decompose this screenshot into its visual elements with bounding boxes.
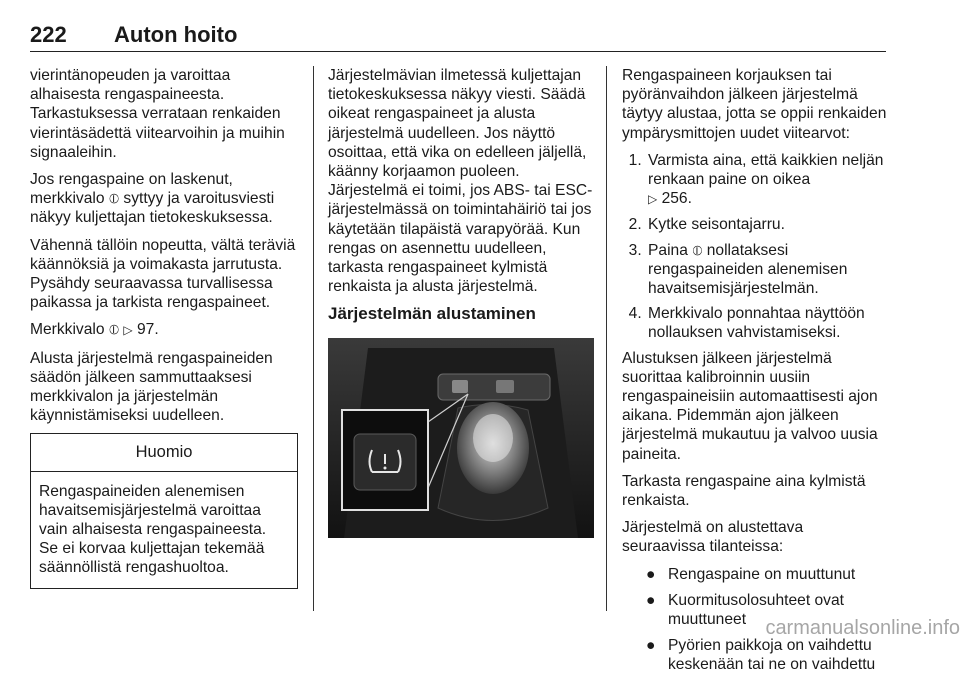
steps-list [622, 151, 888, 343]
paragraph: vierintänopeuden ja varoittaa alhaisesta rengaspaineesta. Tarkastuksessa verrataan renkaiden vierintäsädettä viitearvoihin ja muihin signaaleihin. [30, 67, 285, 161]
page-number: 222 [30, 22, 67, 47]
paragraph: Alusta järjestelmä rengaspaineiden säädön jälkeen sammuttaaksesi merkkivalon ja järjestelmän käynnistämiseksi uudelleen. [30, 349, 273, 425]
paragraph: Tarkasta rengaspaine aina kylmistä renkaista. [622, 472, 866, 510]
column-divider [313, 66, 314, 611]
paragraph: Järjestelmävian ilmetessä kuljettajan tietokeskuksessa näkyy viesti. Säädä oikeat rengaspaineet ja alusta järjestelmä uudelleen. Jos näyttö osoittaa, että vika on edelleen jäljellä, käänny korjaamon puoleen. Järjestelmä ei toimi, jos ABS- tai ESC-järjestelmässä on toimintahäiriö tai jos käytetään tilapäistä varapyörää. Kun rengas on asennettu uudelleen, tarkasta rengaspaineet kylmistä renkaista ja alusta järjestelmä. [328, 67, 593, 296]
column-divider [606, 66, 607, 611]
paragraph: Alustuksen jälkeen järjestelmä suorittaa kalibroinnin uusiin rengaspaineisiin automaattisesti ajon aikana. Pidemmän ajon jälkeen järjestelmä mukautuu ja valvoo uusia paineita. [622, 349, 878, 463]
list-item: ● Pyörien paikkoja on vaihdettu keskenään tai ne on vaihdettu [646, 637, 876, 674]
paragraph: Merkkivalo ⦶ ▷ 97. [30, 320, 300, 340]
column-1 [30, 66, 300, 589]
paragraph: Vähennä tällöin nopeutta, vältä teräviä käännöksiä ja voimakasta jarrutusta. Pysähdy seuraavassa turvallisessa paikassa ja tarkista rengaspaineet. [30, 236, 296, 312]
bullet-icon: ● [646, 591, 656, 609]
note-title: Huomio [31, 434, 297, 471]
page-reference-arrow-icon: ▷ [648, 192, 658, 207]
tpms-warning-icon: ⦶ [108, 190, 120, 207]
page-title: Auton hoito [114, 22, 238, 47]
note-box [30, 433, 298, 588]
page-reference-link[interactable]: 256. [661, 190, 692, 208]
tpms-warning-icon: ⦶ [108, 321, 120, 338]
tpms-warning-icon: ⦶ [692, 241, 703, 258]
paragraph: Järjestelmä on alustettava seuraavissa tilanteissa: [622, 519, 804, 556]
paragraph: Rengaspaineen korjauksen tai pyöränvaihdon jälkeen järjestelmä täytyy alustaa, jotta se oppii renkaiden ympärysmittojen uudet viitearvot: [622, 67, 887, 142]
bullet-icon: ● [646, 565, 656, 583]
bullet-icon: ● [646, 637, 656, 655]
column-2 [328, 66, 594, 543]
page-header [30, 22, 886, 50]
page-reference-link[interactable]: 97. [136, 321, 159, 339]
tpms-button-figure [328, 338, 594, 538]
list-item: 1. Varmista aina, että kaikkien neljän renkaan paine on oikea ▷ 256. [646, 151, 888, 210]
list-item: ● Kuormitusolosuhteet ovat muuttuneet [646, 591, 844, 629]
list-item: 2. Kytke seisontajarru. [646, 215, 888, 234]
list-item: ● Rengaspaine on muuttunut [646, 565, 856, 583]
list-item: 4. Merkkivalo ponnahtaa näyttöön nollauksen vahvistamiseksi. [646, 304, 888, 342]
column-3 [622, 66, 888, 682]
paragraph: Jos rengaspaine on laskenut, merkkivalo ⦶ syttyy ja varoitusviesti näkyy kuljettajan tietokeskuksessa. [30, 171, 275, 227]
watermark: carmanualsonline.info [765, 617, 960, 639]
header-divider [30, 51, 886, 52]
page-reference-arrow-icon: ▷ [123, 323, 133, 338]
note-body: Rengaspaineiden alenemisen havaitsemisjärjestelmä varoittaa vain alhaisesta rengaspaineesta. Se ei korvaa kuljettajan tekemää säännöllistä rengashuoltoa. [39, 482, 267, 577]
section-heading: Järjestelmän alustaminen [328, 304, 536, 324]
list-item: 3. Paina ⦶ nollataksesi rengaspaineiden alenemisen havaitsemisjärjestelmän. [646, 241, 888, 299]
